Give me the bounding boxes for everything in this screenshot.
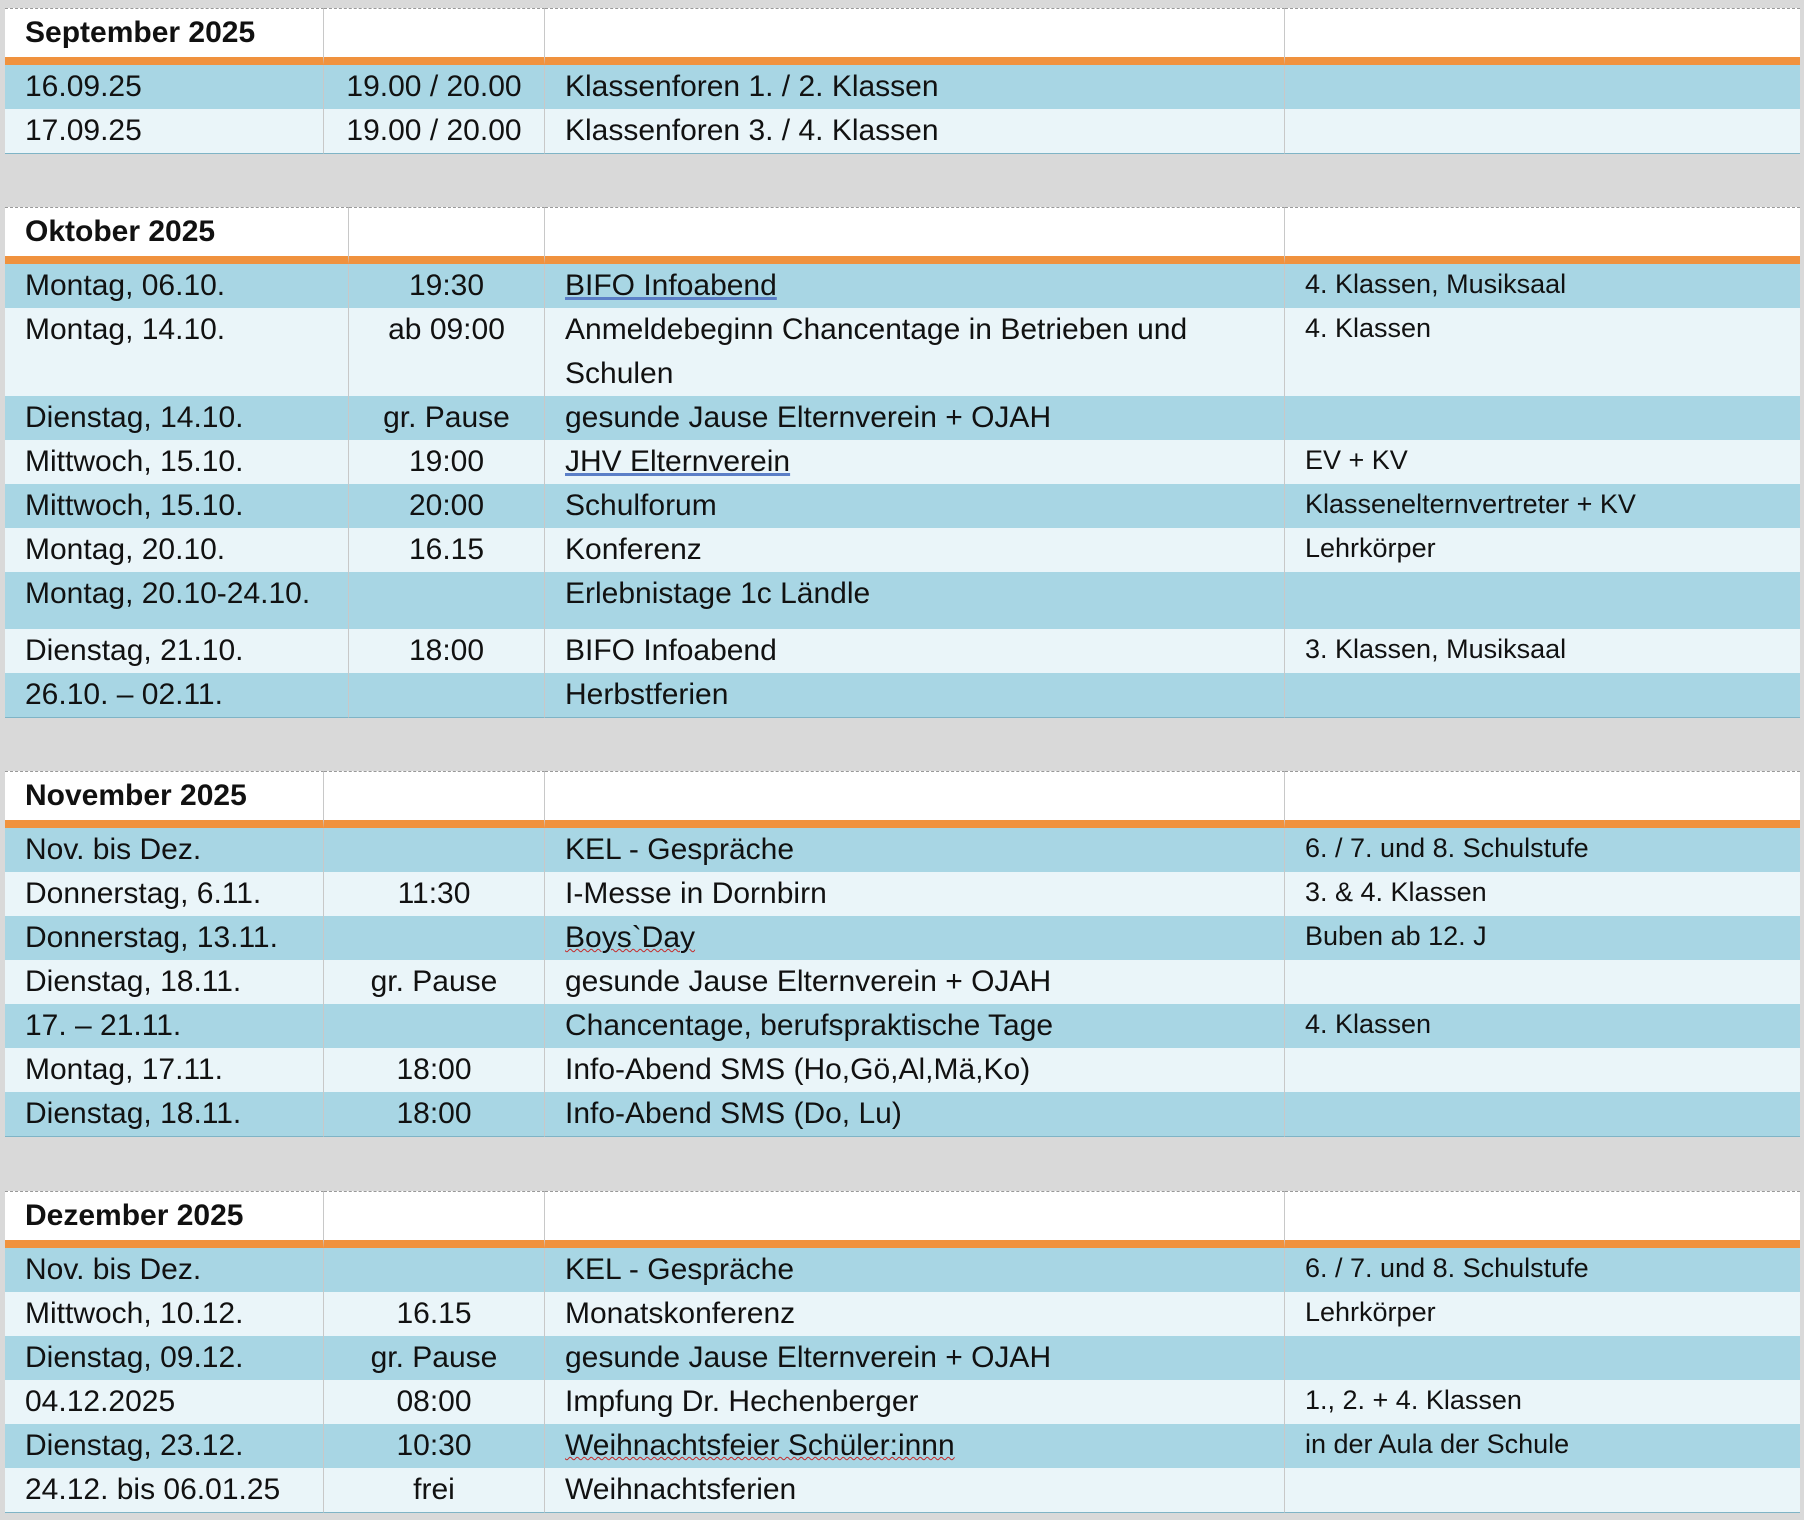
table-row — [5, 572, 1800, 629]
table-row — [5, 109, 1800, 154]
month-title: September 2025 — [5, 8, 324, 65]
event-date: Mittwoch, 15.10. — [5, 440, 349, 484]
event-date: Nov. bis Dez. — [5, 1248, 324, 1292]
event-description[interactable] — [545, 440, 1285, 484]
event-description: KEL - Gespräche — [545, 1248, 1285, 1292]
table-row — [5, 1468, 1800, 1513]
month-title: November 2025 — [5, 771, 324, 828]
event-note — [1285, 1048, 1800, 1092]
event-time — [324, 1004, 545, 1048]
table-row — [5, 528, 1800, 572]
event-time: 18:00 — [324, 1092, 545, 1137]
table-row — [5, 629, 1800, 673]
table-row — [5, 484, 1800, 528]
event-time: 11:30 — [324, 872, 545, 916]
event-note — [1285, 1468, 1800, 1513]
event-time: gr. Pause — [349, 396, 545, 440]
event-description: gesunde Jause Elternverein + OJAH — [545, 396, 1285, 440]
event-date: 04.12.2025 — [5, 1380, 324, 1424]
event-note — [1285, 1092, 1800, 1137]
event-note: Lehrkörper — [1285, 1292, 1800, 1336]
event-note: Buben ab 12. J — [1285, 916, 1800, 960]
event-note: EV + KV — [1285, 440, 1800, 484]
event-date: Mittwoch, 15.10. — [5, 484, 349, 528]
event-description: Chancentage, berufspraktische Tage — [545, 1004, 1285, 1048]
event-note — [1285, 572, 1800, 629]
table-row — [5, 1424, 1800, 1468]
month-table-september — [5, 8, 1800, 154]
event-date: Montag, 20.10. — [5, 528, 349, 572]
month-table-oktober — [5, 207, 1800, 718]
event-time: 18:00 — [349, 629, 545, 673]
event-description — [545, 916, 1285, 960]
event-link[interactable]: BIFO Infoabend — [565, 269, 777, 302]
event-time: 18:00 — [324, 1048, 545, 1092]
table-row — [5, 308, 1800, 396]
event-description: Schulforum — [545, 484, 1285, 528]
event-note — [1285, 396, 1800, 440]
event-date: Donnerstag, 6.11. — [5, 872, 324, 916]
event-note: Lehrkörper — [1285, 528, 1800, 572]
event-date: Dienstag, 18.11. — [5, 960, 324, 1004]
event-date: Mittwoch, 10.12. — [5, 1292, 324, 1336]
table-row — [5, 264, 1800, 308]
table-row — [5, 1292, 1800, 1336]
event-date: Dienstag, 18.11. — [5, 1092, 324, 1137]
event-note — [1285, 673, 1800, 718]
table-row — [5, 396, 1800, 440]
month-header — [5, 8, 1800, 65]
event-time — [324, 828, 545, 872]
event-time: 16.15 — [324, 1292, 545, 1336]
event-date: Montag, 17.11. — [5, 1048, 324, 1092]
event-description: Weihnachtsferien — [545, 1468, 1285, 1513]
event-note — [1285, 960, 1800, 1004]
event-date: 17.09.25 — [5, 109, 324, 154]
event-description: gesunde Jause Elternverein + OJAH — [545, 960, 1285, 1004]
event-date: Donnerstag, 13.11. — [5, 916, 324, 960]
event-description: Info-Abend SMS (Ho,Gö,Al,Mä,Ko) — [545, 1048, 1285, 1092]
event-description: Klassenforen 1. / 2. Klassen — [545, 65, 1285, 109]
table-row — [5, 1336, 1800, 1380]
event-note — [1285, 1336, 1800, 1380]
month-header — [5, 207, 1800, 264]
event-description: Herbstferien — [545, 673, 1285, 718]
event-date: Dienstag, 23.12. — [5, 1424, 324, 1468]
event-note: 4. Klassen — [1285, 308, 1800, 396]
event-date: 16.09.25 — [5, 65, 324, 109]
event-link[interactable]: JHV Elternverein — [565, 445, 791, 478]
table-row — [5, 1380, 1800, 1424]
event-description: Konferenz — [545, 528, 1285, 572]
event-time: gr. Pause — [324, 960, 545, 1004]
event-note: 4. Klassen — [1285, 1004, 1800, 1048]
event-note — [1285, 65, 1800, 109]
event-description: Info-Abend SMS (Do, Lu) — [545, 1092, 1285, 1137]
event-time: 19.00 / 20.00 — [324, 109, 545, 154]
event-time: frei — [324, 1468, 545, 1513]
event-note: 3. & 4. Klassen — [1285, 872, 1800, 916]
event-time — [324, 1248, 545, 1292]
event-description: KEL - Gespräche — [545, 828, 1285, 872]
event-date: Nov. bis Dez. — [5, 828, 324, 872]
event-note: 4. Klassen, Musiksaal — [1285, 264, 1800, 308]
event-description: Erlebnistage 1c Ländle — [545, 572, 1285, 629]
event-time: 19:30 — [349, 264, 545, 308]
table-row — [5, 960, 1800, 1004]
month-header — [5, 1191, 1800, 1248]
event-note: 3. Klassen, Musiksaal — [1285, 629, 1800, 673]
event-note: 6. / 7. und 8. Schulstufe — [1285, 828, 1800, 872]
event-description: Klassenforen 3. / 4. Klassen — [545, 109, 1285, 154]
event-note: 1., 2. + 4. Klassen — [1285, 1380, 1800, 1424]
event-description: gesunde Jause Elternverein + OJAH — [545, 1336, 1285, 1380]
table-row — [5, 673, 1800, 718]
spellcheck-text: Weihnachtsfeier Schüler:innn — [565, 1429, 955, 1462]
event-time — [349, 673, 545, 718]
event-time: 08:00 — [324, 1380, 545, 1424]
event-description: I-Messe in Dornbirn — [545, 872, 1285, 916]
month-header — [5, 771, 1800, 828]
event-time — [349, 572, 545, 629]
month-table-november — [5, 771, 1800, 1137]
month-table-dezember — [5, 1191, 1800, 1513]
event-note: 6. / 7. und 8. Schulstufe — [1285, 1248, 1800, 1292]
event-description: BIFO Infoabend — [545, 629, 1285, 673]
table-row — [5, 440, 1800, 484]
event-date: Montag, 20.10-24.10. — [5, 572, 349, 629]
event-date: 26.10. – 02.11. — [5, 673, 349, 718]
table-row — [5, 65, 1800, 109]
table-row — [5, 872, 1800, 916]
event-date: Montag, 14.10. — [5, 308, 349, 396]
event-date: 17. – 21.11. — [5, 1004, 324, 1048]
event-date: Dienstag, 09.12. — [5, 1336, 324, 1380]
table-row — [5, 1092, 1800, 1137]
month-title: Oktober 2025 — [5, 207, 349, 264]
month-title: Dezember 2025 — [5, 1191, 324, 1248]
event-time: 19.00 / 20.00 — [324, 65, 545, 109]
event-description — [545, 1424, 1285, 1468]
event-date: Montag, 06.10. — [5, 264, 349, 308]
event-date: 24.12. bis 06.01.25 — [5, 1468, 324, 1513]
event-time — [324, 916, 545, 960]
event-note — [1285, 109, 1800, 154]
event-note: in der Aula der Schule — [1285, 1424, 1800, 1468]
event-date: Dienstag, 21.10. — [5, 629, 349, 673]
table-row — [5, 1048, 1800, 1092]
event-description: Impfung Dr. Hechenberger — [545, 1380, 1285, 1424]
spellcheck-text: Boys`Day — [565, 921, 696, 954]
event-description[interactable] — [545, 264, 1285, 308]
event-time: 16.15 — [349, 528, 545, 572]
event-date: Dienstag, 14.10. — [5, 396, 349, 440]
event-time: 19:00 — [349, 440, 545, 484]
event-description: Monatskonferenz — [545, 1292, 1285, 1336]
table-row — [5, 1248, 1800, 1292]
table-row — [5, 828, 1800, 872]
event-note: Klassenelternvertreter + KV — [1285, 484, 1800, 528]
event-time: 20:00 — [349, 484, 545, 528]
event-time: ab 09:00 — [349, 308, 545, 396]
event-time: 10:30 — [324, 1424, 545, 1468]
table-row — [5, 916, 1800, 960]
event-description: Anmeldebeginn Chancentage in Betrieben und Schulen — [545, 308, 1285, 396]
event-time: gr. Pause — [324, 1336, 545, 1380]
table-row — [5, 1004, 1800, 1048]
